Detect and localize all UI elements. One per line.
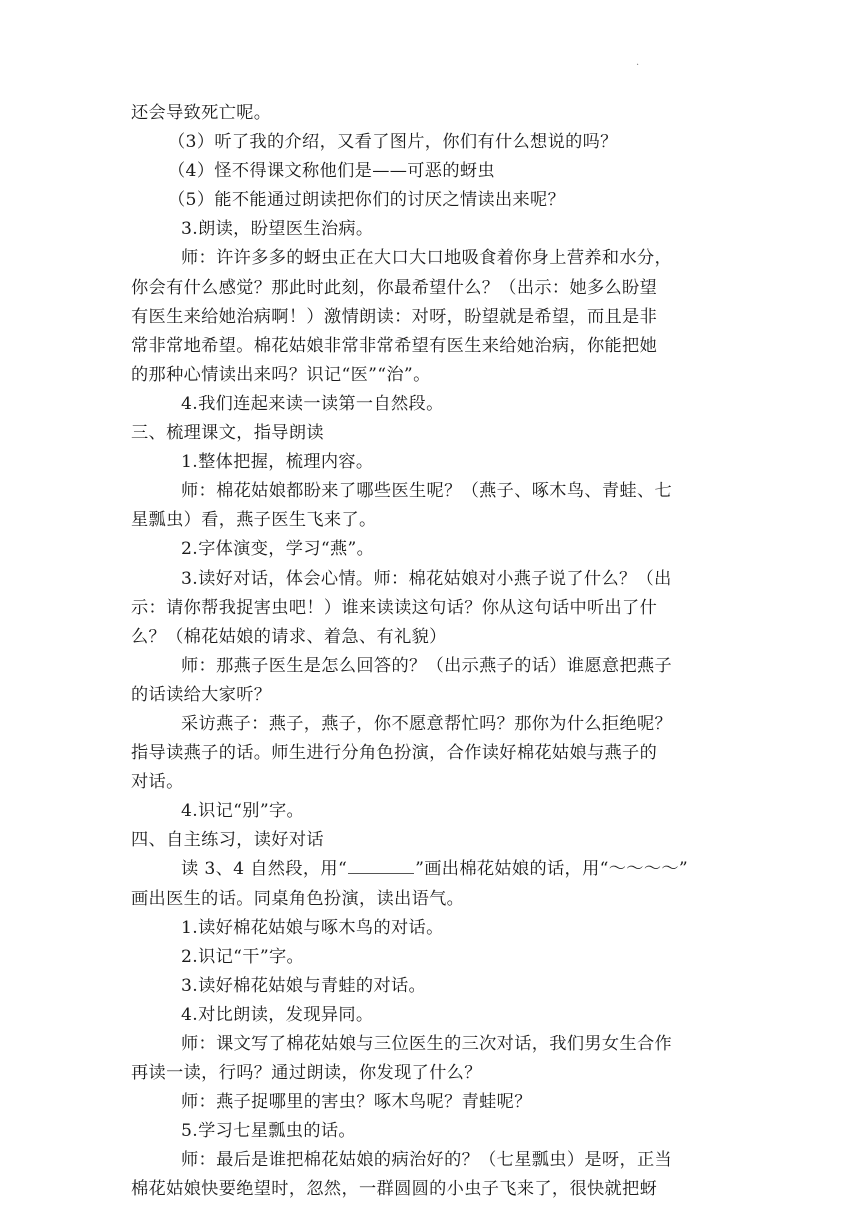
text-line xyxy=(131,855,731,884)
line-text: 1.读好棉花姑娘与啄木鸟的对话。 xyxy=(181,917,444,938)
text-line xyxy=(131,448,731,477)
text-line xyxy=(131,797,731,826)
text-line xyxy=(131,419,731,448)
text-line xyxy=(131,1030,731,1059)
line-text: 再读一读，行吗？通过朗读，你发现了什么？ xyxy=(131,1063,482,1084)
text-line xyxy=(131,274,731,303)
text-line xyxy=(131,1059,731,1088)
line-text: （4）怪不得课文称他们是——可恶的蚜虫 xyxy=(168,161,495,182)
text-line xyxy=(131,535,731,564)
text-line xyxy=(131,1117,731,1146)
text-line xyxy=(131,914,731,943)
line-text: 2.识记“干”字。 xyxy=(181,946,305,967)
text-line xyxy=(131,1001,731,1030)
line-text: 1.整体把握，梳理内容。 xyxy=(181,452,374,473)
text-line xyxy=(131,710,731,739)
text-line xyxy=(131,244,731,273)
line-text: 么？（棉花姑娘的请求、着急、有礼貌） xyxy=(131,626,447,647)
line-text: 师：那燕子医生是怎么回答的？（出示燕子的话）谁愿意把燕子 xyxy=(181,655,673,676)
text-line xyxy=(131,1088,731,1117)
line-text: 的那种心情读出来吗？识记“医”“治”。 xyxy=(131,364,431,385)
text-line xyxy=(131,826,731,855)
text-line xyxy=(131,1146,731,1175)
text-line xyxy=(131,390,731,419)
line-text: 三、梳理课文，指导朗读 xyxy=(131,423,324,444)
text-line xyxy=(131,594,731,623)
text-line xyxy=(131,506,731,535)
document-body xyxy=(131,99,731,1205)
text-line xyxy=(131,739,731,768)
text-line xyxy=(131,652,731,681)
line-text: 棉花姑娘快要绝望时，忽然，一群圆圆的小虫子飞来了，很快就把蚜 xyxy=(131,1179,658,1200)
line-text: 师：许许多多的蚜虫正在大口大口地吸食着你身上营养和水分， xyxy=(181,248,673,269)
text-line xyxy=(131,128,731,157)
line-text: 4.识记“别”字。 xyxy=(181,801,305,822)
text-line xyxy=(131,186,731,215)
line-text: 星瓢虫）看，燕子医生飞来了。 xyxy=(131,510,377,531)
text-line xyxy=(131,972,731,1001)
text-line xyxy=(131,99,731,128)
line-text: 常非常地希望。棉花姑娘非常非常希望有医生来给她治病，你能把她 xyxy=(131,335,658,356)
text-line xyxy=(131,623,731,652)
line-text: 师：棉花姑娘都盼来了哪些医生呢？（燕子、啄木鸟、青蛙、七 xyxy=(181,481,673,502)
line-text: 指导读燕子的话。师生进行分角色扮演，合作读好棉花姑娘与燕子的 xyxy=(131,743,658,764)
line-text: （3）听了我的介绍，又看了图片，你们有什么想说的吗？ xyxy=(168,132,618,153)
line-text: 5.学习七星瓢虫的话。 xyxy=(181,1121,356,1142)
line-text: 有医生来给她治病啊！）激情朗读：对呀，盼望就是希望，而且是非 xyxy=(131,306,658,327)
line-text: 3.朗读，盼望医生治病。 xyxy=(181,219,374,240)
line-text-after: ”画出棉花姑娘的话，用“～～～～” xyxy=(415,859,689,880)
line-text: 师：最后是谁把棉花姑娘的病治好的？（七星瓢虫）是呀，正当 xyxy=(181,1150,673,1171)
line-text: 画出医生的话。同桌角色扮演，读出语气。 xyxy=(131,888,465,909)
page-mark: · xyxy=(636,60,640,71)
line-text: 3.读好棉花姑娘与青蛙的对话。 xyxy=(181,975,427,996)
text-line xyxy=(131,768,731,797)
line-text: 4.我们连起来读一读第一自然段。 xyxy=(181,393,444,414)
line-text: 四、自主练习，读好对话 xyxy=(131,830,324,851)
line-text: （5）能不能通过朗读把你们的讨厌之情读出来呢？ xyxy=(168,190,566,211)
text-line xyxy=(131,565,731,594)
text-line xyxy=(131,332,731,361)
line-text: 读 3、4 自然段，用“ xyxy=(181,859,348,880)
line-text: 3.读好对话，体会心情。师：棉花姑娘对小燕子说了什么？（出 xyxy=(181,568,672,589)
line-text: 的话读给大家听？ xyxy=(131,684,272,705)
text-line xyxy=(131,943,731,972)
line-text: 2.字体演变，学习“燕”。 xyxy=(181,539,375,560)
text-line xyxy=(131,303,731,332)
text-line xyxy=(131,1175,731,1204)
line-text: 师：燕子捉哪里的害虫？啄木鸟呢？青蛙呢？ xyxy=(181,1092,532,1113)
text-line xyxy=(131,885,731,914)
line-text: 还会导致死亡呢。 xyxy=(131,103,272,123)
text-line xyxy=(131,681,731,710)
line-text: 你会有什么感觉？那此时此刻，你最希望什么？（出示：她多么盼望 xyxy=(131,277,658,298)
line-text: 4.对比朗读，发现异同。 xyxy=(181,1004,374,1025)
line-text: 采访燕子：燕子，燕子，你不愿意帮忙吗？那你为什么拒绝呢？ xyxy=(181,713,673,734)
text-line xyxy=(131,215,731,244)
underline-blank xyxy=(348,859,414,874)
text-line xyxy=(131,477,731,506)
text-line xyxy=(131,157,731,186)
line-text: 对话。 xyxy=(131,772,184,793)
line-text: 示：请你帮我捉害虫吧！）谁来读读这句话？你从这句话中听出了什 xyxy=(131,597,658,618)
text-line xyxy=(131,361,731,390)
line-text: 师：课文写了棉花姑娘与三位医生的三次对话，我们男女生合作 xyxy=(181,1034,673,1054)
